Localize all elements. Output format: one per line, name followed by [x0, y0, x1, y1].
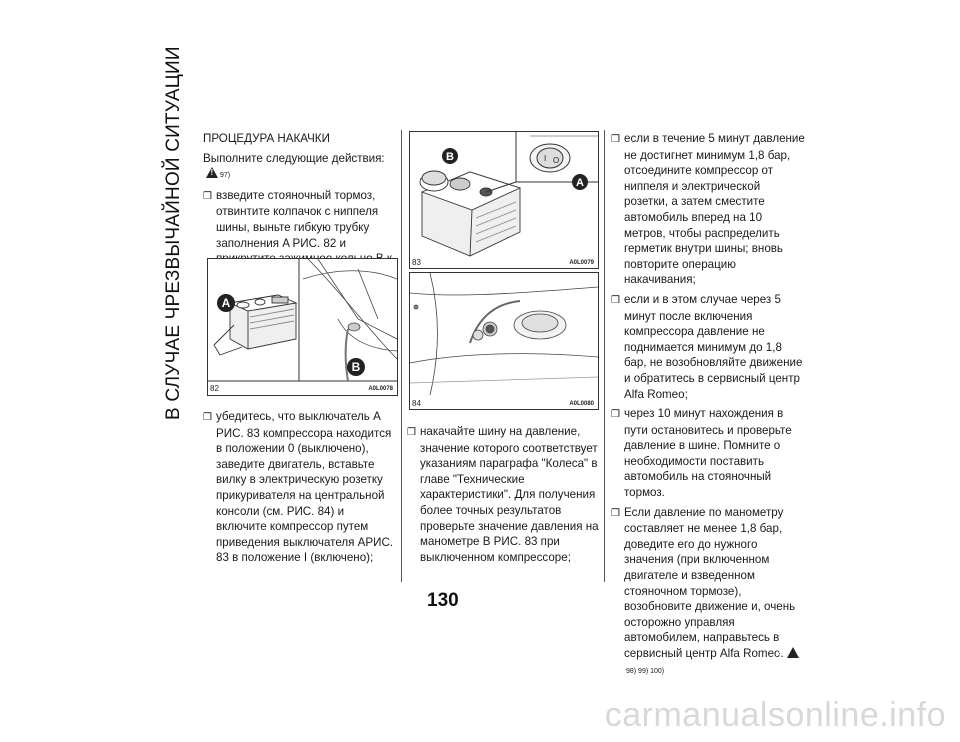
footer-watermark: carmanualsonline.info [604, 696, 946, 734]
step-3: ❒ накачайте шину на давление, значение которого соответствует указаниям параграфа "Колеса" в главе "Технические характеристики". Для получения более точных результатов проверьте значение давления на манометре B РИС. 83 при выключенном компрессоре; [407, 425, 599, 564]
bullet-icon: ❒ [611, 409, 620, 421]
figure-code: A0L0079 [569, 260, 594, 266]
ref-note: 97) [220, 172, 231, 180]
figure-code: A0L0078 [368, 386, 393, 392]
step-2: ❒ убедитесь, что выключатель A РИС. 83 компрессора находится в положении 0 (выключено), заведите двигатель, вставьте вилку в электрическую розетку прикуривателя на центральной консоли (см. РИС. 84) и включите компрессор путем приведения выключателя АРИС. 83 в положение I (включено); [203, 410, 394, 565]
center-console-illustration [410, 273, 598, 409]
column-1-continued [203, 409, 395, 570]
label-a: A [221, 296, 231, 310]
column-3 [611, 131, 806, 683]
figure-82 [207, 258, 398, 396]
bullet-icon: ❒ [611, 507, 620, 519]
compressor-closeup-illustration [410, 132, 598, 268]
warning-icon [206, 167, 218, 178]
step-4: ❒ если в течение 5 минут давление не достигнет минимум 1,8 бар, отсоедините компрессор от ниппеля и электрической розетки, а затем сместите автомобиль вперед на 10 метров, чтобы распределить герметик внутри шины; вновь повторите операцию накачивания; [611, 132, 805, 287]
column-2 [407, 424, 599, 569]
warning-icon [787, 647, 799, 658]
ref-note: 98) 99) 100) [626, 667, 665, 675]
label-b: B [351, 360, 361, 374]
step-7: ❒ Если давление по манометру составляет не менее 1,8 бар, доведите его до нужного значения (при включенном двигателе и взведенном стояночном тормозе), возобновите движение и, очень осторожно управляя автомобилем, направьтесь в сервисный центр Alfa Romeo.!98) 99) 100) [611, 505, 806, 680]
switch-off-label: O [553, 156, 560, 165]
page-number: 130 [427, 590, 459, 611]
column-divider-1 [401, 130, 402, 582]
figure-number: 84 [412, 399, 421, 408]
bullet-icon: ❒ [203, 412, 212, 423]
compressor-tyre-illustration [208, 259, 397, 395]
step-5: ❒ если и в этом случае через 5 минут после включения компрессора давление не поднимается минимум до 1,8 бар, не возобновляйте движение и обратитесь в сервисный центр Alfa Romeo; [611, 292, 803, 401]
column-divider-2 [604, 130, 605, 582]
label-a: A [576, 177, 584, 189]
figure-code: A0L0080 [569, 401, 594, 407]
procedure-heading: ПРОЦЕДУРА НАКАЧКИ [203, 132, 330, 145]
bullet-icon: ❒ [611, 134, 620, 145]
step-1: ❒ взведите стояночный тормоз, отвинтите колпачок с ниппеля шины, выньте гибкую трубку заполнения A РИС. 82 и [203, 188, 379, 250]
bullet-icon: ❒ [203, 190, 212, 202]
figure-number: 83 [412, 258, 421, 267]
figure-84 [409, 272, 599, 410]
figure-83 [409, 131, 599, 269]
switch-on-label: I [544, 154, 547, 163]
bullet-icon: ❒ [611, 294, 620, 306]
bullet-icon: ❒ [407, 427, 416, 438]
step-6: ❒ через 10 минут нахождения в пути остановитесь и проверьте давление в шине. Помните о необходимости поставить автомобиль на стояночный тормоз. [611, 407, 792, 500]
intro-text: Выполните следующие действия:!97) [203, 151, 395, 184]
label-b: B [446, 151, 454, 163]
figure-number: 82 [210, 384, 219, 393]
section-title: В СЛУЧАЕ ЧРЕЗВЫЧАЙНОЙ СИТУАЦИИ [163, 46, 184, 420]
